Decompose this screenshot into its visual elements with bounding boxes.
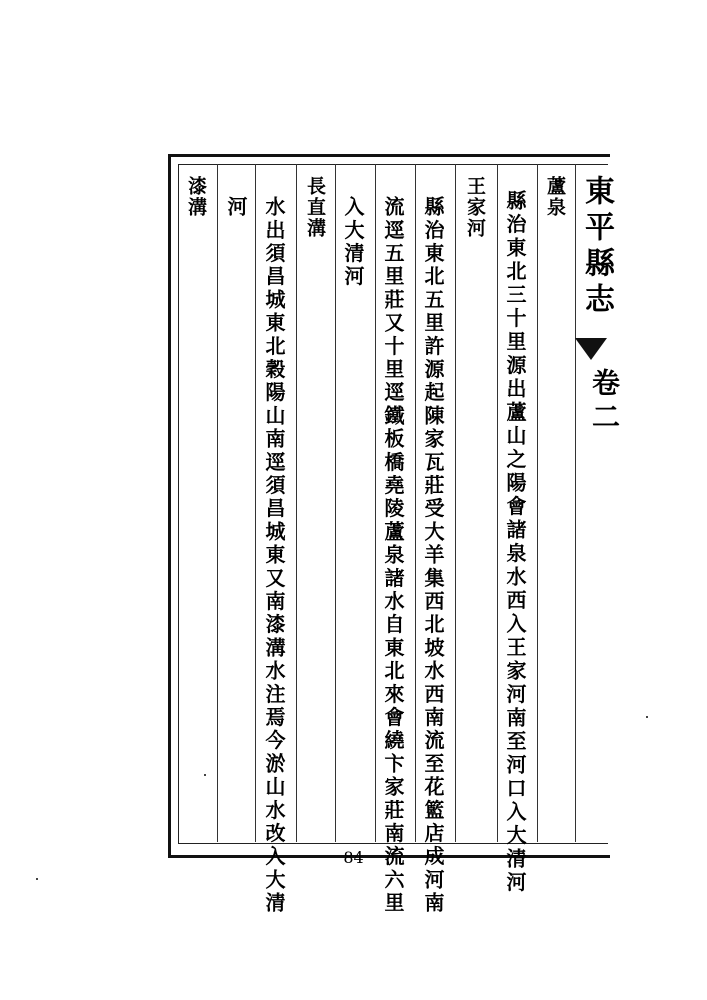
entry-text-line: 縣治東北三十里源出蘆山之陽會諸泉水西入王家河南至河口入大清河 xyxy=(503,190,527,895)
column-rule xyxy=(537,164,538,842)
column-rule xyxy=(375,164,376,842)
column-rule xyxy=(455,164,456,842)
entry-text-line: 流逕五里莊又十里逕鐵板橋堯陵蘆泉諸水自東北來會繞卞家莊南流六里 xyxy=(381,196,405,916)
scan-speck xyxy=(36,878,38,880)
fish-tail-mark xyxy=(575,338,607,360)
entry-heading-wang-jia-he: 王家河 xyxy=(464,176,486,239)
entry-heading-chang-zhi-gou: 長直溝 xyxy=(304,176,326,239)
column-rule xyxy=(415,164,416,842)
entry-text-line: 河 xyxy=(224,196,248,219)
column-rule xyxy=(497,164,498,842)
entry-heading-lu-quan: 蘆泉 xyxy=(544,176,566,218)
column-rule xyxy=(255,164,256,842)
entry-text-line: 入大清河 xyxy=(341,196,365,289)
entry-text-line: 縣治東北五里許源起陳家瓦莊受大羊集西北坡水西南流至花籃店成河南 xyxy=(421,196,445,916)
entry-text-line: 水出須昌城東北穀陽山南逕須昌城東又南漆溝水注焉今淤山水改入大清 xyxy=(262,196,286,916)
column-rule xyxy=(335,164,336,842)
scan-speck xyxy=(646,716,648,718)
scan-speck xyxy=(204,774,206,776)
column-rule xyxy=(296,164,297,842)
page-number: 84 xyxy=(343,848,364,867)
entry-heading-qi-gou: 漆溝 xyxy=(185,176,207,218)
volume-label: 卷二 xyxy=(588,368,621,436)
book-title: 東平縣志 xyxy=(579,175,614,319)
column-rule xyxy=(217,164,218,842)
